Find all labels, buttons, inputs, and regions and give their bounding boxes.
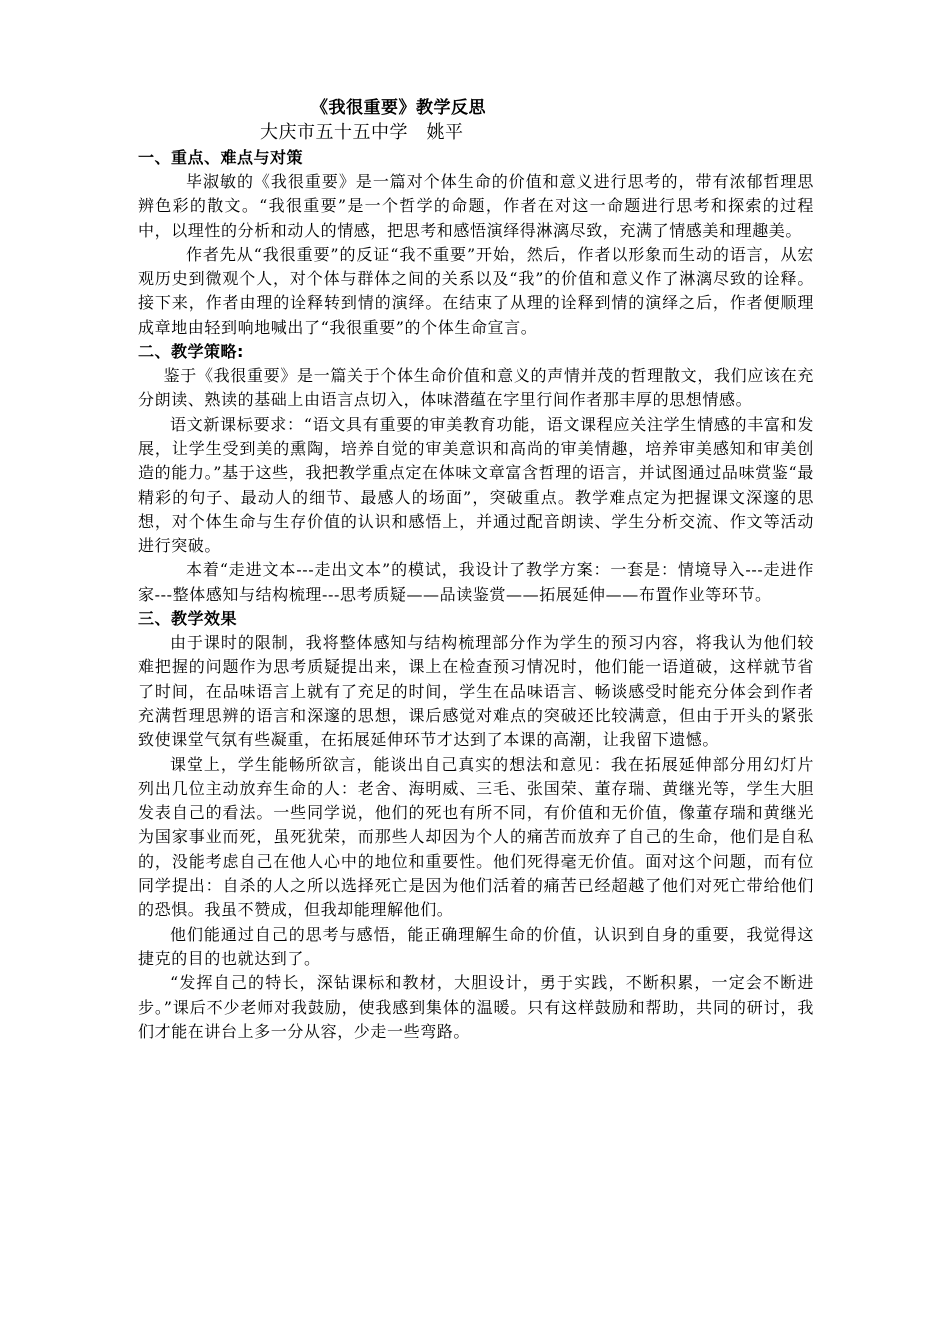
paragraph: 本着“走进文本---走出文本”的模试，我设计了教学方案：一套是：情境导入---走进作家---整体感知与结构梳理---思考质疑——品读鉴赏——拓展延伸——布置作业等环节。	[138, 560, 814, 604]
paragraph: 毕淑敏的《我很重要》是一篇对个体生命的价值和意义进行思考的，带有浓郁哲理思辨色彩的散文。“我很重要”是一个哲学的命题，作者在对这一命题进行思考和探索的过程中，以理性的分析和动人的情感，把思考和感悟演绎得淋漓尽致，充满了情感美和理趣美。	[138, 172, 814, 240]
paragraph: 鉴于《我很重要》是一篇关于个体生命价值和意义的声情并茂的哲理散文，我们应该在充分朗读、熟读的基础上由语言点切入，体味潜蕴在字里行间作者那丰厚的思想情感。	[138, 366, 814, 410]
document-author: 大庆市五十五中学 姚平	[260, 122, 464, 143]
section-heading: 一、重点、难点与对策	[138, 148, 304, 167]
paragraph: “发挥自己的特长，深钻课标和教材，大胆设计，勇于实践，不断积累，一定会不断进步。”课后不少老师对我鼓励，使我感到集体的温暖。只有这样鼓励和帮助，共同的研讨，我们才能在讲台上多一分从容，少走一些弯路。	[138, 973, 814, 1041]
paragraph: 他们能通过自己的思考与感悟，能正确理解生命的价值，认识到自身的重要，我觉得这捷克的目的也就达到了。	[138, 924, 814, 968]
paragraph: 课堂上，学生能畅所欲言，能谈出自己真实的想法和意见：我在拓展延伸部分用幻灯片列出几位主动放弃生命的人：老舍、海明威、三毛、张国荣、董存瑞、黄继光等，学生大胆发表自己的看法。一些同学说，他们的死也有所不同，有价值和无价值，像董存瑞和黄继光为国家事业而死，虽死犹荣，而那些人却因为个人的痛苦而放弃了自己的生命，他们是自私的，没能考虑自己在他人心中的地位和重要性。他们死得毫无价值。面对这个问题，而有位同学提出：自杀的人之所以选择死亡是因为他们活着的痛苦已经超越了他们对死亡带给他们的恐惧。我虽不赞成，但我却能理解他们。	[138, 754, 814, 920]
section-2	[138, 340, 814, 607]
section-heading: 三、教学效果	[138, 609, 238, 629]
paragraph: 由于课时的限制，我将整体感知与结构梳理部分作为学生的预习内容，将我认为他们较难把握的问题作为思考质疑提出来，课上在检查预习情况时，他们能一语道破，这样就节省了时间，在品味语言上就有了充足的时间，学生在品味语言、畅谈感受时能充分体会到作者充满哲理思辨的语言和深邃的思想，课后感觉对难点的突破还比较满意，但由于开头的紧张致使课堂气氛有些凝重，在拓展延伸环节才达到了本课的高潮，让我留下遗憾。	[138, 633, 814, 750]
section-3	[138, 607, 814, 1044]
document-title: 《我很重要》教学反思	[311, 98, 486, 118]
section-1	[138, 146, 814, 340]
document-page	[138, 96, 814, 1044]
section-heading: 二、教学策略:	[138, 342, 244, 362]
paragraph: 作者先从“我很重要”的反证“我不重要”开始，然后，作者以形象而生动的语言，从宏观历史到微观个人，对个体与群体之间的关系以及“我”的价值和意义作了淋漓尽致的诠释。接下来，作者由理的诠释转到情的演绎。在结束了从理的诠释到情的演绎之后，作者便顺理成章地由轻到响地喊出了“我很重要”的个体生命宣言。	[138, 244, 814, 337]
paragraph: 语文新课标要求：“语文具有重要的审美教育功能，语文课程应关注学生情感的丰富和发展，让学生受到美的熏陶，培养自觉的审美意识和高尚的审美情趣，培养审美感知和审美创造的能力。”基于这些，我把教学重点定在体味文章富含哲理的语言，并试图通过品味赏鉴“最精彩的句子、最动人的细节、最感人的场面”，突破重点。教学难点定为把握课文深邃的思想，对个体生命与生存价值的认识和感悟上，并通过配音朗读、学生分析交流、作文等活动进行突破。	[138, 414, 814, 556]
